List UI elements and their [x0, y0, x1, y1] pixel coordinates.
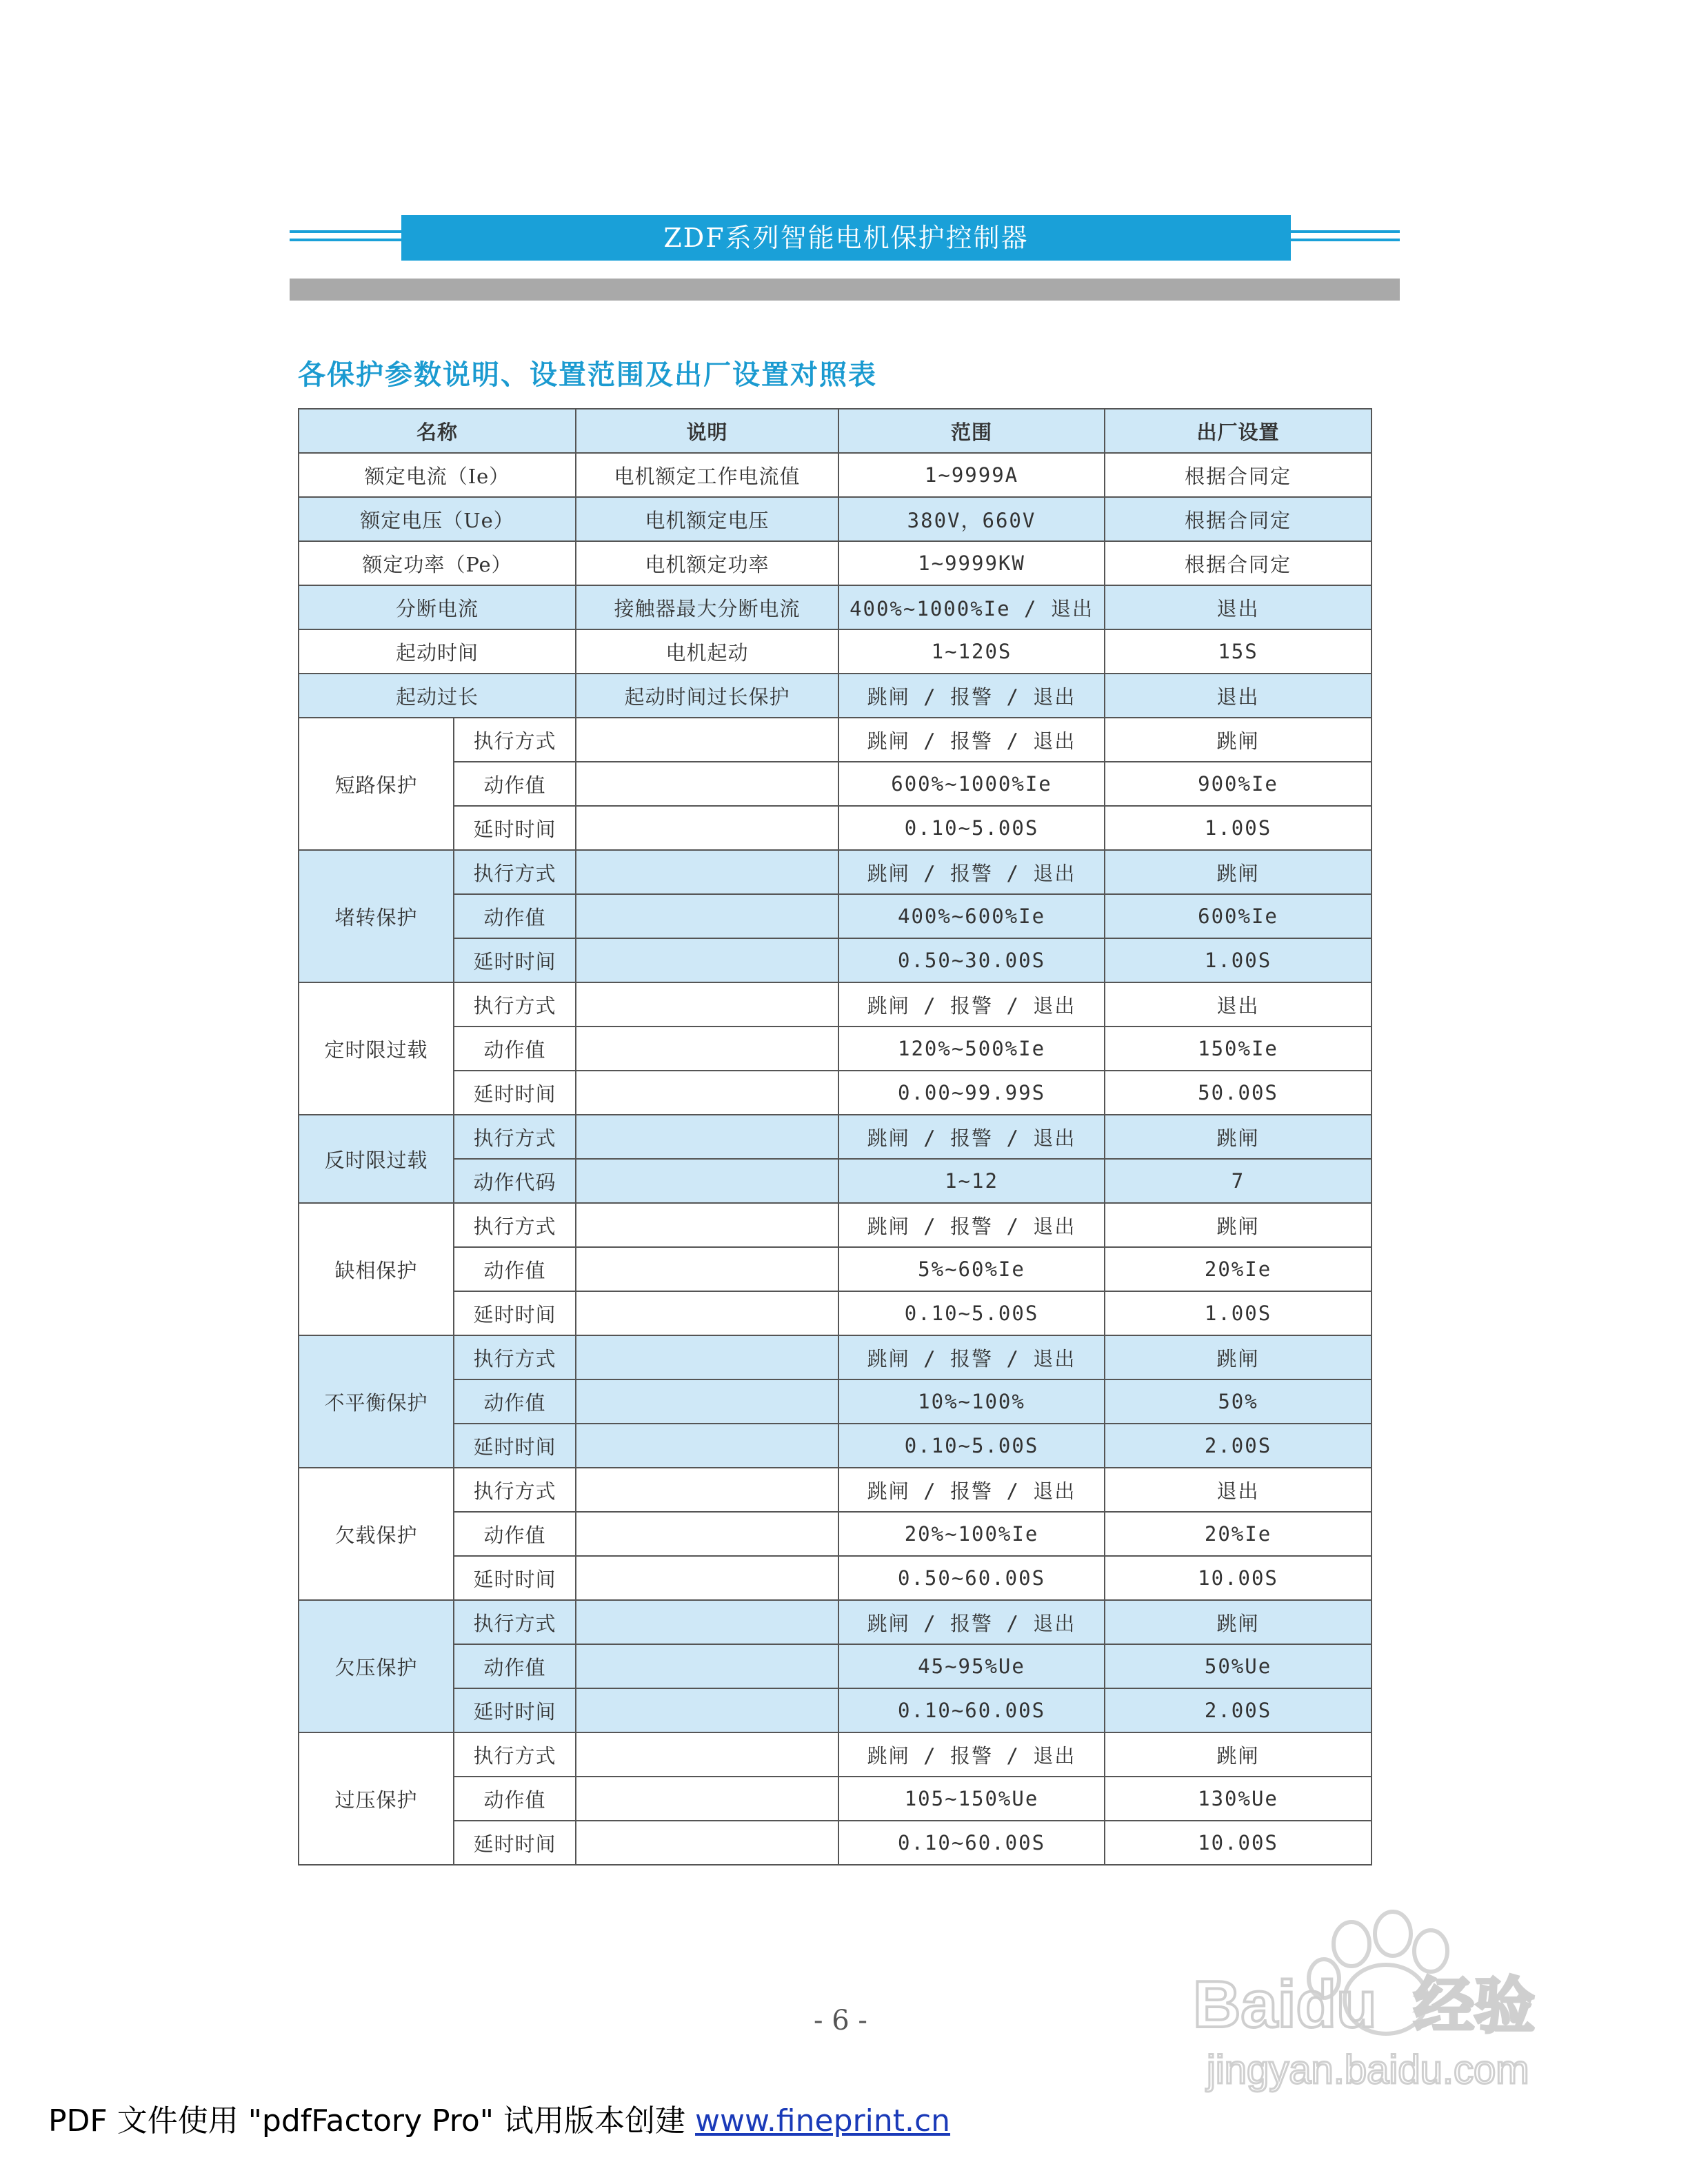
header-cell-name: 名称: [299, 409, 576, 453]
cell-desc: [576, 1115, 838, 1159]
header-cell-range: 范围: [838, 409, 1105, 453]
cell-name: 起动时间: [299, 629, 576, 674]
table-row: [299, 1732, 1372, 1777]
watermark-product: 经验: [1414, 1970, 1536, 2041]
cell-range: 380V，660V: [838, 497, 1105, 541]
cell-range: 跳闸 / 报警 / 退出: [838, 718, 1105, 762]
header-line: [290, 239, 401, 241]
cell-param: 动作代码: [454, 1159, 576, 1203]
page-number: - 6 -: [814, 2005, 867, 2036]
cell-range: 跳闸 / 报警 / 退出: [838, 1203, 1105, 1247]
group-name-cell: 堵转保护: [299, 850, 454, 982]
cell-desc: 电机额定电压: [576, 497, 838, 541]
cell-range: 5%~60%Ie: [838, 1247, 1105, 1291]
table-row: [299, 1424, 1372, 1468]
cell-range: 400%~1000%Ie / 退出: [838, 585, 1105, 629]
table-row: [299, 894, 1372, 938]
cell-default: 跳闸: [1105, 1732, 1372, 1777]
cell-default: 20%Ie: [1105, 1247, 1372, 1291]
header-cell-desc: 说明: [576, 409, 838, 453]
cell-default: 20%Ie: [1105, 1512, 1372, 1556]
group-name-cell: 不平衡保护: [299, 1335, 454, 1468]
cell-default: 50.00S: [1105, 1071, 1372, 1115]
cell-range: 跳闸 / 报警 / 退出: [838, 1468, 1105, 1512]
cell-param: 执行方式: [454, 1732, 576, 1777]
group-name-cell: 定时限过载: [299, 982, 454, 1115]
cell-default: 退出: [1105, 1468, 1372, 1512]
cell-range: 0.10~5.00S: [838, 1424, 1105, 1468]
cell-desc: [576, 1203, 838, 1247]
cell-desc: 电机起动: [576, 629, 838, 674]
cell-desc: [576, 1379, 838, 1424]
cell-range: 跳闸 / 报警 / 退出: [838, 1335, 1105, 1379]
parameter-table: [298, 408, 1372, 1866]
group-name-cell: 短路保护: [299, 718, 454, 850]
cell-param: 动作值: [454, 894, 576, 938]
table-row: [299, 850, 1372, 894]
cell-default: 1.00S: [1105, 1291, 1372, 1335]
cell-desc: [576, 1777, 838, 1821]
cell-range: 0.50~30.00S: [838, 938, 1105, 982]
table-row: [299, 1159, 1372, 1203]
table-row: [299, 674, 1372, 718]
table-row: [299, 1821, 1372, 1865]
cell-default: 1.00S: [1105, 806, 1372, 850]
cell-param: 动作值: [454, 1247, 576, 1291]
cell-param: 动作值: [454, 762, 576, 806]
cell-range: 10%~100%: [838, 1379, 1105, 1424]
table-row: [299, 541, 1372, 585]
cell-param: 执行方式: [454, 1203, 576, 1247]
cell-desc: [576, 1688, 838, 1732]
cell-range: 跳闸 / 报警 / 退出: [838, 1732, 1105, 1777]
table-row: [299, 1600, 1372, 1644]
table-row: [299, 982, 1372, 1027]
cell-default: 根据合同定: [1105, 497, 1372, 541]
cell-default: 退出: [1105, 982, 1372, 1027]
cell-range: 跳闸 / 报警 / 退出: [838, 1600, 1105, 1644]
table-row: [299, 718, 1372, 762]
cell-param: 执行方式: [454, 982, 576, 1027]
cell-range: 45~95%Ue: [838, 1644, 1105, 1688]
cell-desc: [576, 1644, 838, 1688]
cell-desc: [576, 894, 838, 938]
cell-default: 根据合同定: [1105, 541, 1372, 585]
cell-range: 跳闸 / 报警 / 退出: [838, 1115, 1105, 1159]
cell-param: 延时时间: [454, 1821, 576, 1865]
cell-param: 延时时间: [454, 1556, 576, 1600]
cell-range: 1~9999KW: [838, 541, 1105, 585]
cell-desc: [576, 718, 838, 762]
cell-range: 跳闸 / 报警 / 退出: [838, 982, 1105, 1027]
cell-name: 额定电流（Ie）: [299, 453, 576, 497]
pdf-footer-note: [48, 2096, 950, 2140]
group-name-cell: 欠载保护: [299, 1468, 454, 1600]
table-row: [299, 1115, 1372, 1159]
cell-param: 延时时间: [454, 1424, 576, 1468]
cell-default: 130%Ue: [1105, 1777, 1372, 1821]
group-name-cell: 欠压保护: [299, 1600, 454, 1732]
cell-default: 跳闸: [1105, 850, 1372, 894]
cell-default: 900%Ie: [1105, 762, 1372, 806]
cell-param: 动作值: [454, 1644, 576, 1688]
cell-default: 10.00S: [1105, 1556, 1372, 1600]
table-row: [299, 1335, 1372, 1379]
cell-default: 根据合同定: [1105, 453, 1372, 497]
table-row: [299, 1777, 1372, 1821]
cell-default: 跳闸: [1105, 1335, 1372, 1379]
cell-range: 跳闸 / 报警 / 退出: [838, 674, 1105, 718]
cell-default: 跳闸: [1105, 718, 1372, 762]
cell-param: 延时时间: [454, 806, 576, 850]
cell-name: 起动过长: [299, 674, 576, 718]
cell-desc: 起动时间过长保护: [576, 674, 838, 718]
cell-desc: 接触器最大分断电流: [576, 585, 838, 629]
cell-param: 执行方式: [454, 718, 576, 762]
cell-default: 10.00S: [1105, 1821, 1372, 1865]
cell-param: 执行方式: [454, 1600, 576, 1644]
cell-range: 1~9999A: [838, 453, 1105, 497]
footer-link[interactable]: www.fineprint.cn: [695, 2103, 951, 2138]
cell-range: 0.10~5.00S: [838, 1291, 1105, 1335]
table-row: [299, 1291, 1372, 1335]
table-row: [299, 1247, 1372, 1291]
cell-range: 0.10~60.00S: [838, 1821, 1105, 1865]
table-row: [299, 453, 1372, 497]
header-line: [290, 230, 401, 233]
table-row: [299, 806, 1372, 850]
cell-default: 600%Ie: [1105, 894, 1372, 938]
cell-desc: [576, 1821, 838, 1865]
cell-param: 延时时间: [454, 938, 576, 982]
cell-desc: [576, 1732, 838, 1777]
cell-default: 跳闸: [1105, 1600, 1372, 1644]
cell-default: 150%Ie: [1105, 1027, 1372, 1071]
cell-desc: [576, 1556, 838, 1600]
table-row: [299, 1512, 1372, 1556]
table-row: [299, 1071, 1372, 1115]
baidu-jingyan-watermark: [1186, 1903, 1572, 2096]
table-row: [299, 1468, 1372, 1512]
cell-desc: [576, 1335, 838, 1379]
cell-name: 分断电流: [299, 585, 576, 629]
table-row: [299, 497, 1372, 541]
cell-param: 执行方式: [454, 850, 576, 894]
cell-range: 0.00~99.99S: [838, 1071, 1105, 1115]
cell-default: 退出: [1105, 674, 1372, 718]
cell-default: 50%: [1105, 1379, 1372, 1424]
cell-param: 执行方式: [454, 1115, 576, 1159]
cell-desc: [576, 762, 838, 806]
cell-default: 50%Ue: [1105, 1644, 1372, 1688]
cell-range: 1~12: [838, 1159, 1105, 1203]
cell-desc: 电机额定工作电流值: [576, 453, 838, 497]
cell-desc: [576, 1027, 838, 1071]
section-title: 各保护参数说明、设置范围及出厂设置对照表: [298, 359, 877, 391]
cell-param: 执行方式: [454, 1335, 576, 1379]
cell-range: 1~120S: [838, 629, 1105, 674]
document-header-title: ZDF系列智能电机保护控制器: [401, 215, 1291, 261]
cell-default: 退出: [1105, 585, 1372, 629]
cell-range: 跳闸 / 报警 / 退出: [838, 850, 1105, 894]
table-row: [299, 938, 1372, 982]
cell-default: 15S: [1105, 629, 1372, 674]
header-cell-default: 出厂设置: [1105, 409, 1372, 453]
group-name-cell: 过压保护: [299, 1732, 454, 1865]
cell-param: 延时时间: [454, 1688, 576, 1732]
cell-default: 跳闸: [1105, 1115, 1372, 1159]
cell-desc: [576, 1468, 838, 1512]
cell-range: 600%~1000%Ie: [838, 762, 1105, 806]
cell-desc: 电机额定功率: [576, 541, 838, 585]
cell-desc: [576, 982, 838, 1027]
cell-desc: [576, 806, 838, 850]
cell-param: 动作值: [454, 1512, 576, 1556]
cell-desc: [576, 1247, 838, 1291]
table-row: [299, 762, 1372, 806]
cell-param: 延时时间: [454, 1291, 576, 1335]
cell-param: 延时时间: [454, 1071, 576, 1115]
cell-range: 20%~100%Ie: [838, 1512, 1105, 1556]
cell-range: 0.10~5.00S: [838, 806, 1105, 850]
table-row: [299, 1688, 1372, 1732]
cell-default: 跳闸: [1105, 1203, 1372, 1247]
table-row: [299, 1644, 1372, 1688]
cell-range: 120%~500%Ie: [838, 1027, 1105, 1071]
cell-desc: [576, 1159, 838, 1203]
cell-desc: [576, 1600, 838, 1644]
cell-default: 2.00S: [1105, 1688, 1372, 1732]
cell-name: 额定功率（Pe）: [299, 541, 576, 585]
cell-desc: [576, 938, 838, 982]
header-line: [1291, 230, 1400, 233]
header-line: [1291, 239, 1400, 241]
cell-param: 动作值: [454, 1777, 576, 1821]
cell-param: 执行方式: [454, 1468, 576, 1512]
group-name-cell: 缺相保护: [299, 1203, 454, 1335]
cell-default: 2.00S: [1105, 1424, 1372, 1468]
table-row: [299, 585, 1372, 629]
table-row: [299, 1027, 1372, 1071]
table-row: [299, 1379, 1372, 1424]
footer-text: PDF 文件使用 "pdfFactory Pro" 试用版本创建: [48, 2103, 696, 2138]
header-divider-bar: [290, 279, 1400, 301]
cell-param: 动作值: [454, 1027, 576, 1071]
watermark-brand: Baidu: [1193, 1968, 1377, 2041]
table-row: [299, 629, 1372, 674]
cell-range: 400%~600%Ie: [838, 894, 1105, 938]
group-name-cell: 反时限过载: [299, 1115, 454, 1203]
cell-default: 1.00S: [1105, 938, 1372, 982]
cell-desc: [576, 1291, 838, 1335]
watermark-url: jingyan.baidu.com: [1207, 2048, 1529, 2092]
table-row: [299, 1203, 1372, 1247]
cell-desc: [576, 1512, 838, 1556]
cell-param: 动作值: [454, 1379, 576, 1424]
cell-name: 额定电压（Ue）: [299, 497, 576, 541]
cell-desc: [576, 850, 838, 894]
cell-desc: [576, 1071, 838, 1115]
table-row: [299, 1556, 1372, 1600]
cell-range: 0.10~60.00S: [838, 1688, 1105, 1732]
cell-default: 7: [1105, 1159, 1372, 1203]
table-header-row: [299, 409, 1372, 453]
cell-range: 0.50~60.00S: [838, 1556, 1105, 1600]
cell-range: 105~150%Ue: [838, 1777, 1105, 1821]
cell-desc: [576, 1424, 838, 1468]
